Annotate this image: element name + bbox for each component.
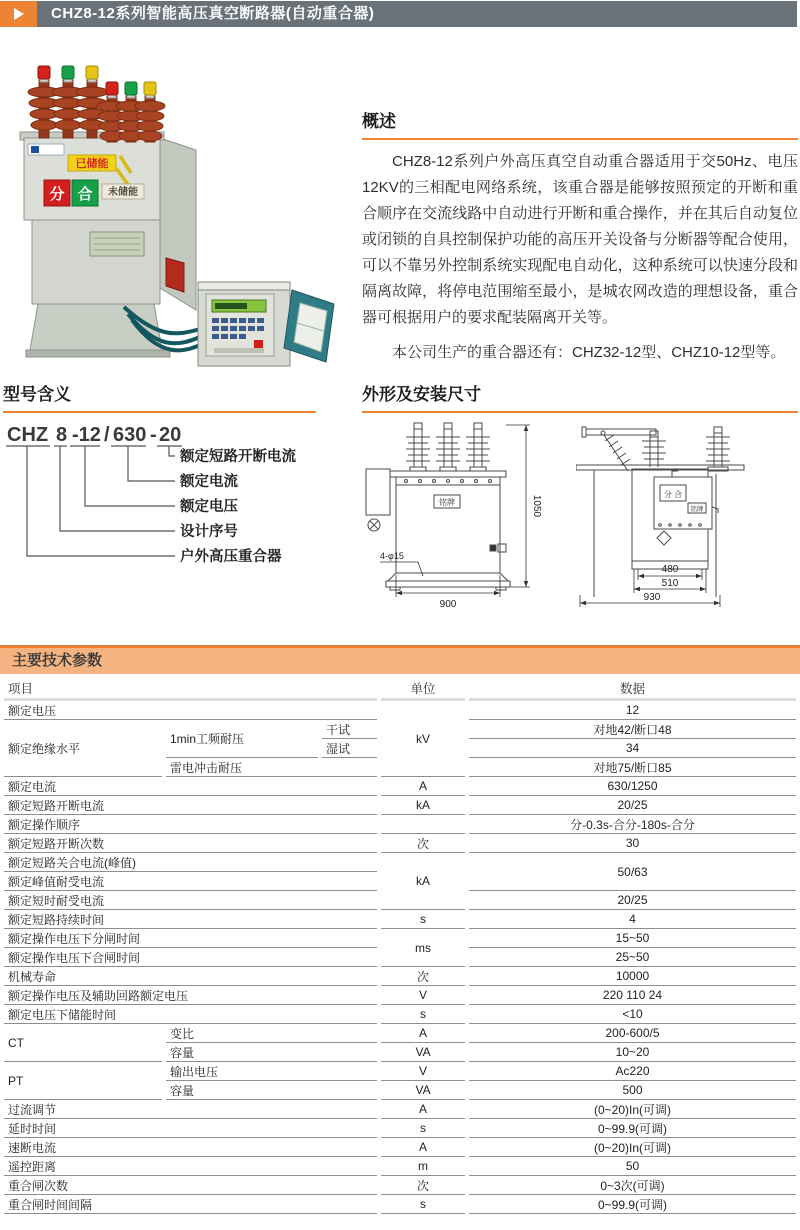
table-row — [4, 796, 796, 815]
param-item: 额定短时耐受电流 — [4, 891, 377, 910]
svg-text:设计序号: 设计序号 — [180, 524, 238, 540]
param-item: CT — [4, 1024, 162, 1062]
dim-1050-label: 1050 — [531, 494, 542, 518]
dim-1050 — [506, 425, 530, 587]
page-header — [0, 1, 797, 27]
table-row — [4, 701, 796, 720]
param-data: 630/1250 — [469, 777, 796, 796]
controller-unit — [198, 282, 334, 366]
param-item: 额定操作电压下合闸时间 — [4, 948, 377, 967]
col-header-unit: 单位 — [381, 678, 465, 701]
table-row — [4, 986, 796, 1005]
svg-text:8: 8 — [56, 424, 68, 446]
param-data: 500 — [469, 1081, 796, 1100]
param-item: 额定操作电压下分闸时间 — [4, 929, 377, 948]
param-unit: kV — [381, 701, 465, 777]
param-unit: V — [381, 1062, 465, 1081]
param-data: 4 — [469, 910, 796, 929]
bushing-insulators — [28, 66, 165, 142]
param-item: 重合闸时间间隔 — [4, 1195, 377, 1214]
dim-510-label: 510 — [661, 578, 679, 589]
svg-text:额定电压: 额定电压 — [180, 499, 238, 515]
col-header-item: 项目 — [4, 678, 377, 701]
param-item: 额定电压 — [4, 701, 377, 720]
svg-text:630: 630 — [113, 424, 147, 446]
header-arrow-icon — [0, 1, 37, 27]
param-item: 额定电流 — [4, 777, 377, 796]
svg-text:户外高压重合器: 户外高压重合器 — [180, 549, 282, 565]
dimensions-rule — [362, 411, 798, 413]
param-item: 额定绝缘水平 — [4, 720, 162, 777]
param-item: 额定操作顺序 — [4, 815, 377, 834]
table-row — [4, 1024, 796, 1043]
overview-rule — [362, 138, 798, 140]
product-photo — [8, 52, 338, 367]
table-row — [4, 967, 796, 986]
table-header-row — [4, 678, 796, 701]
param-data: (0~20)In(可调) — [469, 1100, 796, 1119]
param-unit: s — [381, 1195, 465, 1214]
model-code-diagram — [3, 423, 316, 573]
param-data: 对地42/断口48 — [469, 720, 796, 739]
param-subitem: 雷电冲击耐压 — [166, 758, 377, 777]
page-title: CHZ8-12系列智能高压真空断路器(自动重合器) — [37, 1, 797, 27]
play-triangle-icon — [14, 8, 24, 20]
model-code — [7, 424, 181, 446]
table-row — [4, 853, 796, 872]
param-unit: 次 — [381, 834, 465, 853]
table-row — [4, 1005, 796, 1024]
param-unit: V — [381, 986, 465, 1005]
svg-text:CHZ: CHZ — [7, 424, 49, 446]
svg-text:20: 20 — [159, 424, 182, 446]
model-heading: 型号含义 — [3, 385, 71, 404]
param-item: 重合闸次数 — [4, 1176, 377, 1195]
table-row — [4, 1138, 796, 1157]
col-header-data: 数据 — [469, 678, 796, 701]
table-row — [4, 1195, 796, 1214]
dim-900 — [396, 575, 500, 597]
param-unit: ms — [381, 929, 465, 967]
model-connector-lines — [6, 446, 182, 556]
param-data: 50 — [469, 1157, 796, 1176]
side-view-drawing — [576, 419, 798, 624]
param-subitem2: 湿试 — [322, 739, 377, 758]
energy-stored-label: 已储能 — [75, 158, 109, 170]
param-data: Ac220 — [469, 1062, 796, 1081]
param-unit: A — [381, 1100, 465, 1119]
param-unit: 次 — [381, 1176, 465, 1195]
table-row — [4, 929, 796, 948]
param-unit: 次 — [381, 967, 465, 986]
dimensions-section — [362, 385, 798, 624]
table-row — [4, 1062, 796, 1081]
table-row — [4, 910, 796, 929]
param-unit: A — [381, 777, 465, 796]
param-data: 0~99.9(可调) — [469, 1119, 796, 1138]
param-item: 过流调节 — [4, 1100, 377, 1119]
table-row — [4, 1176, 796, 1195]
param-unit: s — [381, 1005, 465, 1024]
model-section — [3, 385, 316, 578]
param-unit: A — [381, 1138, 465, 1157]
controller-red-button — [254, 340, 263, 348]
dim-holes-label: 4-φ15 — [380, 551, 404, 561]
param-item: 额定短路关合电流(峰值) — [4, 853, 377, 872]
param-data: 15~50 — [469, 929, 796, 948]
param-data: 10000 — [469, 967, 796, 986]
dim-930-label: 930 — [643, 592, 661, 603]
overview-paragraph-2: 本公司生产的重合器还有：CHZ32-12型、CHZ10-12型等。 — [392, 344, 786, 361]
table-row — [4, 777, 796, 796]
model-labels — [179, 447, 296, 565]
front-nameplate-label: 铭牌 — [439, 498, 455, 507]
parameters-heading-bar — [0, 645, 800, 674]
param-data: 10~20 — [469, 1043, 796, 1062]
svg-text:-12: -12 — [72, 424, 101, 446]
param-data: (0~20)In(可调) — [469, 1138, 796, 1157]
param-subitem: 容量 — [166, 1081, 377, 1100]
param-data: 30 — [469, 834, 796, 853]
param-data: 20/25 — [469, 891, 796, 910]
open-button-label: 分 — [49, 186, 65, 203]
param-data: 25~50 — [469, 948, 796, 967]
param-item: 额定短路开断次数 — [4, 834, 377, 853]
param-item: 遥控距离 — [4, 1157, 377, 1176]
param-item: PT — [4, 1062, 162, 1100]
param-item: 延时时间 — [4, 1119, 377, 1138]
param-unit: s — [381, 1119, 465, 1138]
parameters-section — [0, 645, 800, 1214]
param-data: 200-600/5 — [469, 1024, 796, 1043]
table-row — [4, 815, 796, 834]
close-button-label: 合 — [77, 186, 93, 203]
param-data: 0~3次(可调) — [469, 1176, 796, 1195]
param-data: 12 — [469, 701, 796, 720]
param-data: 220 110 24 — [469, 986, 796, 1005]
side-nameplate-label: 铭牌 — [690, 506, 704, 513]
param-unit: VA — [381, 1081, 465, 1100]
param-data: <10 — [469, 1005, 796, 1024]
dim-480-label: 480 — [661, 564, 679, 575]
param-subitem: 1min工频耐压 — [166, 720, 318, 758]
table-row — [4, 834, 796, 853]
dim-900-label: 900 — [439, 599, 457, 610]
side-switch-label: 分 合 — [663, 490, 683, 499]
table-row — [4, 1100, 796, 1119]
table-row — [4, 1157, 796, 1176]
parameters-heading: 主要技术参数 — [12, 652, 103, 669]
dimensions-heading: 外形及安装尺寸 — [362, 385, 481, 404]
param-data: 50/63 — [469, 853, 796, 891]
param-unit: VA — [381, 1043, 465, 1062]
param-item: 额定操作电压及辅助回路额定电压 — [4, 986, 377, 1005]
not-stored-label: 未储能 — [108, 187, 138, 198]
product-photo-illustration — [8, 52, 338, 367]
table-row — [4, 1119, 796, 1138]
param-subitem2: 干试 — [322, 720, 377, 739]
param-item: 额定电压下储能时间 — [4, 1005, 377, 1024]
overview-heading: 概述 — [362, 112, 396, 131]
param-subitem: 输出电压 — [166, 1062, 377, 1081]
param-unit — [381, 815, 465, 834]
param-unit: A — [381, 1024, 465, 1043]
param-data: 34 — [469, 739, 796, 758]
param-subitem: 容量 — [166, 1043, 377, 1062]
svg-text:额定短路开断电流: 额定短路开断电流 — [180, 449, 296, 465]
param-data: 20/25 — [469, 796, 796, 815]
svg-text:额定电流: 额定电流 — [180, 474, 238, 490]
param-item: 额定短路持续时间 — [4, 910, 377, 929]
overview-paragraph-1: CHZ8-12系列户外高压真空自动重合器适用于交50Hz、电压12KV的三相配电网络系统，该重合器是能够按照预定的开断和重合顺序在交流线路中自动进行开断和重合操作，并在其后自动复位或闭锁的自具控制保护功能的高压开关设备与分断器等配合使用，可以不靠另外控制系统实现配电自动化，这种系统可以快速分段和隔离故障，将停电范围缩至最小，是城农网改造的理想设备，重合器可根据用户的要求配装隔离开关等。 — [362, 153, 798, 326]
overview-section — [362, 112, 798, 366]
front-view-drawing — [362, 419, 562, 624]
param-data: 0~99.9(可调) — [469, 1195, 796, 1214]
param-item: 额定短路开断电流 — [4, 796, 377, 815]
param-data: 对地75/断口85 — [469, 758, 796, 777]
svg-text:/: / — [104, 424, 110, 446]
model-rule — [3, 411, 316, 413]
param-unit: s — [381, 910, 465, 929]
svg-text:-: - — [150, 424, 157, 446]
parameters-table — [0, 678, 800, 1214]
param-item: 速断电流 — [4, 1138, 377, 1157]
param-item: 额定峰值耐受电流 — [4, 872, 377, 891]
param-item: 机械寿命 — [4, 967, 377, 986]
param-unit: kA — [381, 796, 465, 815]
param-unit: kA — [381, 853, 465, 910]
param-subitem: 变比 — [166, 1024, 377, 1043]
param-unit: m — [381, 1157, 465, 1176]
param-data: 分-0.3s-合分-180s-合分 — [469, 815, 796, 834]
drawing-insulators — [406, 423, 490, 471]
